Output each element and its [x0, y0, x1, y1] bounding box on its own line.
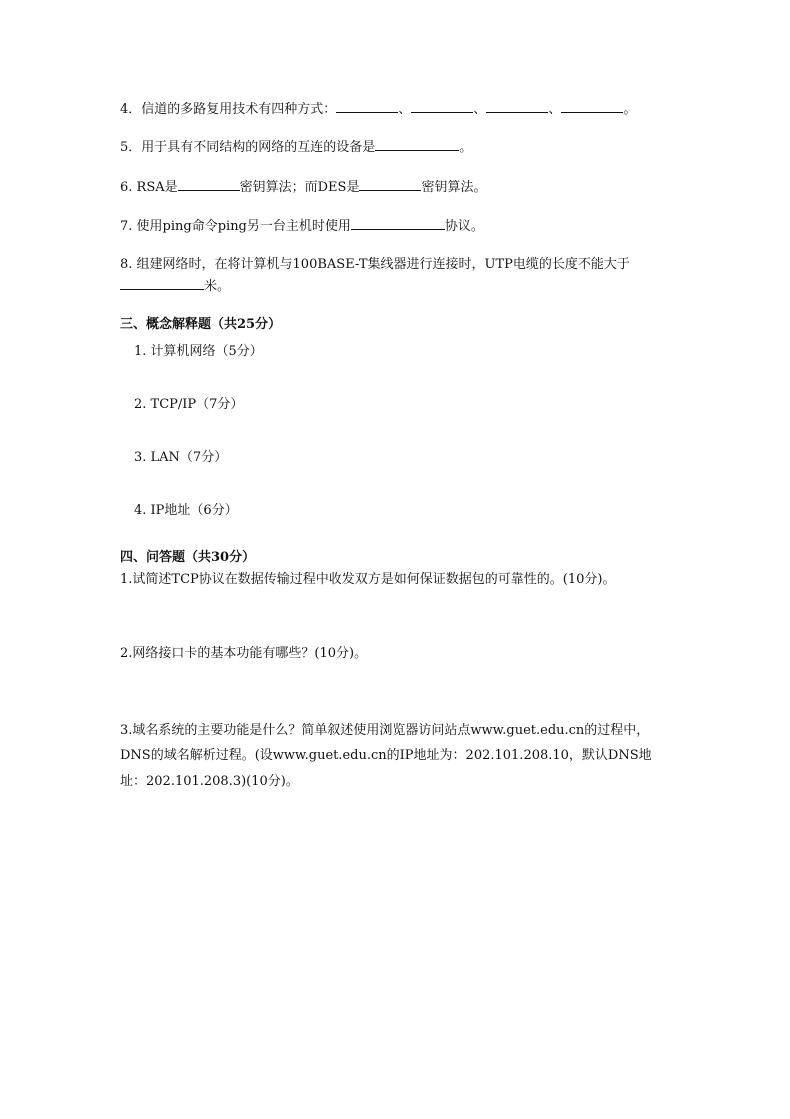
concept-item-1: 1. 计算机网络（5分） [134, 344, 263, 359]
question-5 [120, 137, 472, 157]
essay-question-1: 1.试简述TCP协议在数据传输过程中收发双方是如何保证数据包的可靠性的。(10分)。 [120, 572, 616, 587]
question-6-part1: 6. RSA是 [120, 180, 178, 195]
question-7 [120, 216, 484, 236]
question-8-line1: 8. 组建网络时，在将计算机与100BASE-T集线器进行连接时，UTP电缆的长度不能大于 [120, 257, 630, 272]
question-6-part3: 密钥算法。 [421, 180, 487, 195]
essay-question-3-line3: 址：202.101.208.3)(10分)。 [120, 774, 299, 789]
concept-item-2: 2. TCP/IP（7分） [134, 397, 244, 412]
essay-question-3-line1: 3.域名系统的主要功能是什么？简单叙述使用浏览器访问站点www.guet.edu.cn的过程中， [120, 723, 650, 738]
essay-question-2: 2.网络接口卡的基本功能有哪些？(10分)。 [120, 646, 368, 661]
question-6-part2: 密钥算法；而DES是 [239, 180, 360, 195]
question-8-end: 米。 [204, 279, 231, 294]
separator: 、 [548, 102, 562, 117]
essay-question-3-line2: DNS的域名解析过程。(设www.guet.edu.cn的IP地址为：202.101.208.10，默认DNS地 [120, 748, 652, 763]
separator: 、 [398, 102, 412, 117]
answer-blank [411, 99, 473, 113]
question-8-line2 [120, 276, 230, 296]
question-4-text: 4．信道的多路复用技术有四种方式： [120, 102, 337, 117]
question-4-end: 。 [623, 102, 637, 117]
question-7-part2: 协议。 [444, 219, 484, 234]
question-7-part1: 7. 使用ping命令ping另一台主机时使用 [120, 219, 351, 234]
section-4-title: 四、问答题（共30分） [120, 550, 256, 565]
concept-item-4: 4. IP地址（6分） [134, 503, 238, 518]
answer-blank [351, 216, 445, 230]
question-5-end: 。 [459, 140, 473, 155]
answer-blank [359, 177, 421, 191]
question-4 [120, 99, 636, 119]
question-5-text: 5．用于具有不同结构的网络的互连的设备是 [120, 140, 376, 155]
section-3-title: 三、概念解释题（共25分） [120, 317, 282, 332]
answer-blank [336, 99, 398, 113]
question-6 [120, 177, 486, 197]
separator: 、 [473, 102, 487, 117]
answer-blank [178, 177, 240, 191]
answer-blank [120, 276, 204, 290]
answer-blank [375, 137, 459, 151]
answer-blank [561, 99, 623, 113]
concept-item-3: 3. LAN（7分） [134, 450, 228, 465]
answer-blank [486, 99, 548, 113]
